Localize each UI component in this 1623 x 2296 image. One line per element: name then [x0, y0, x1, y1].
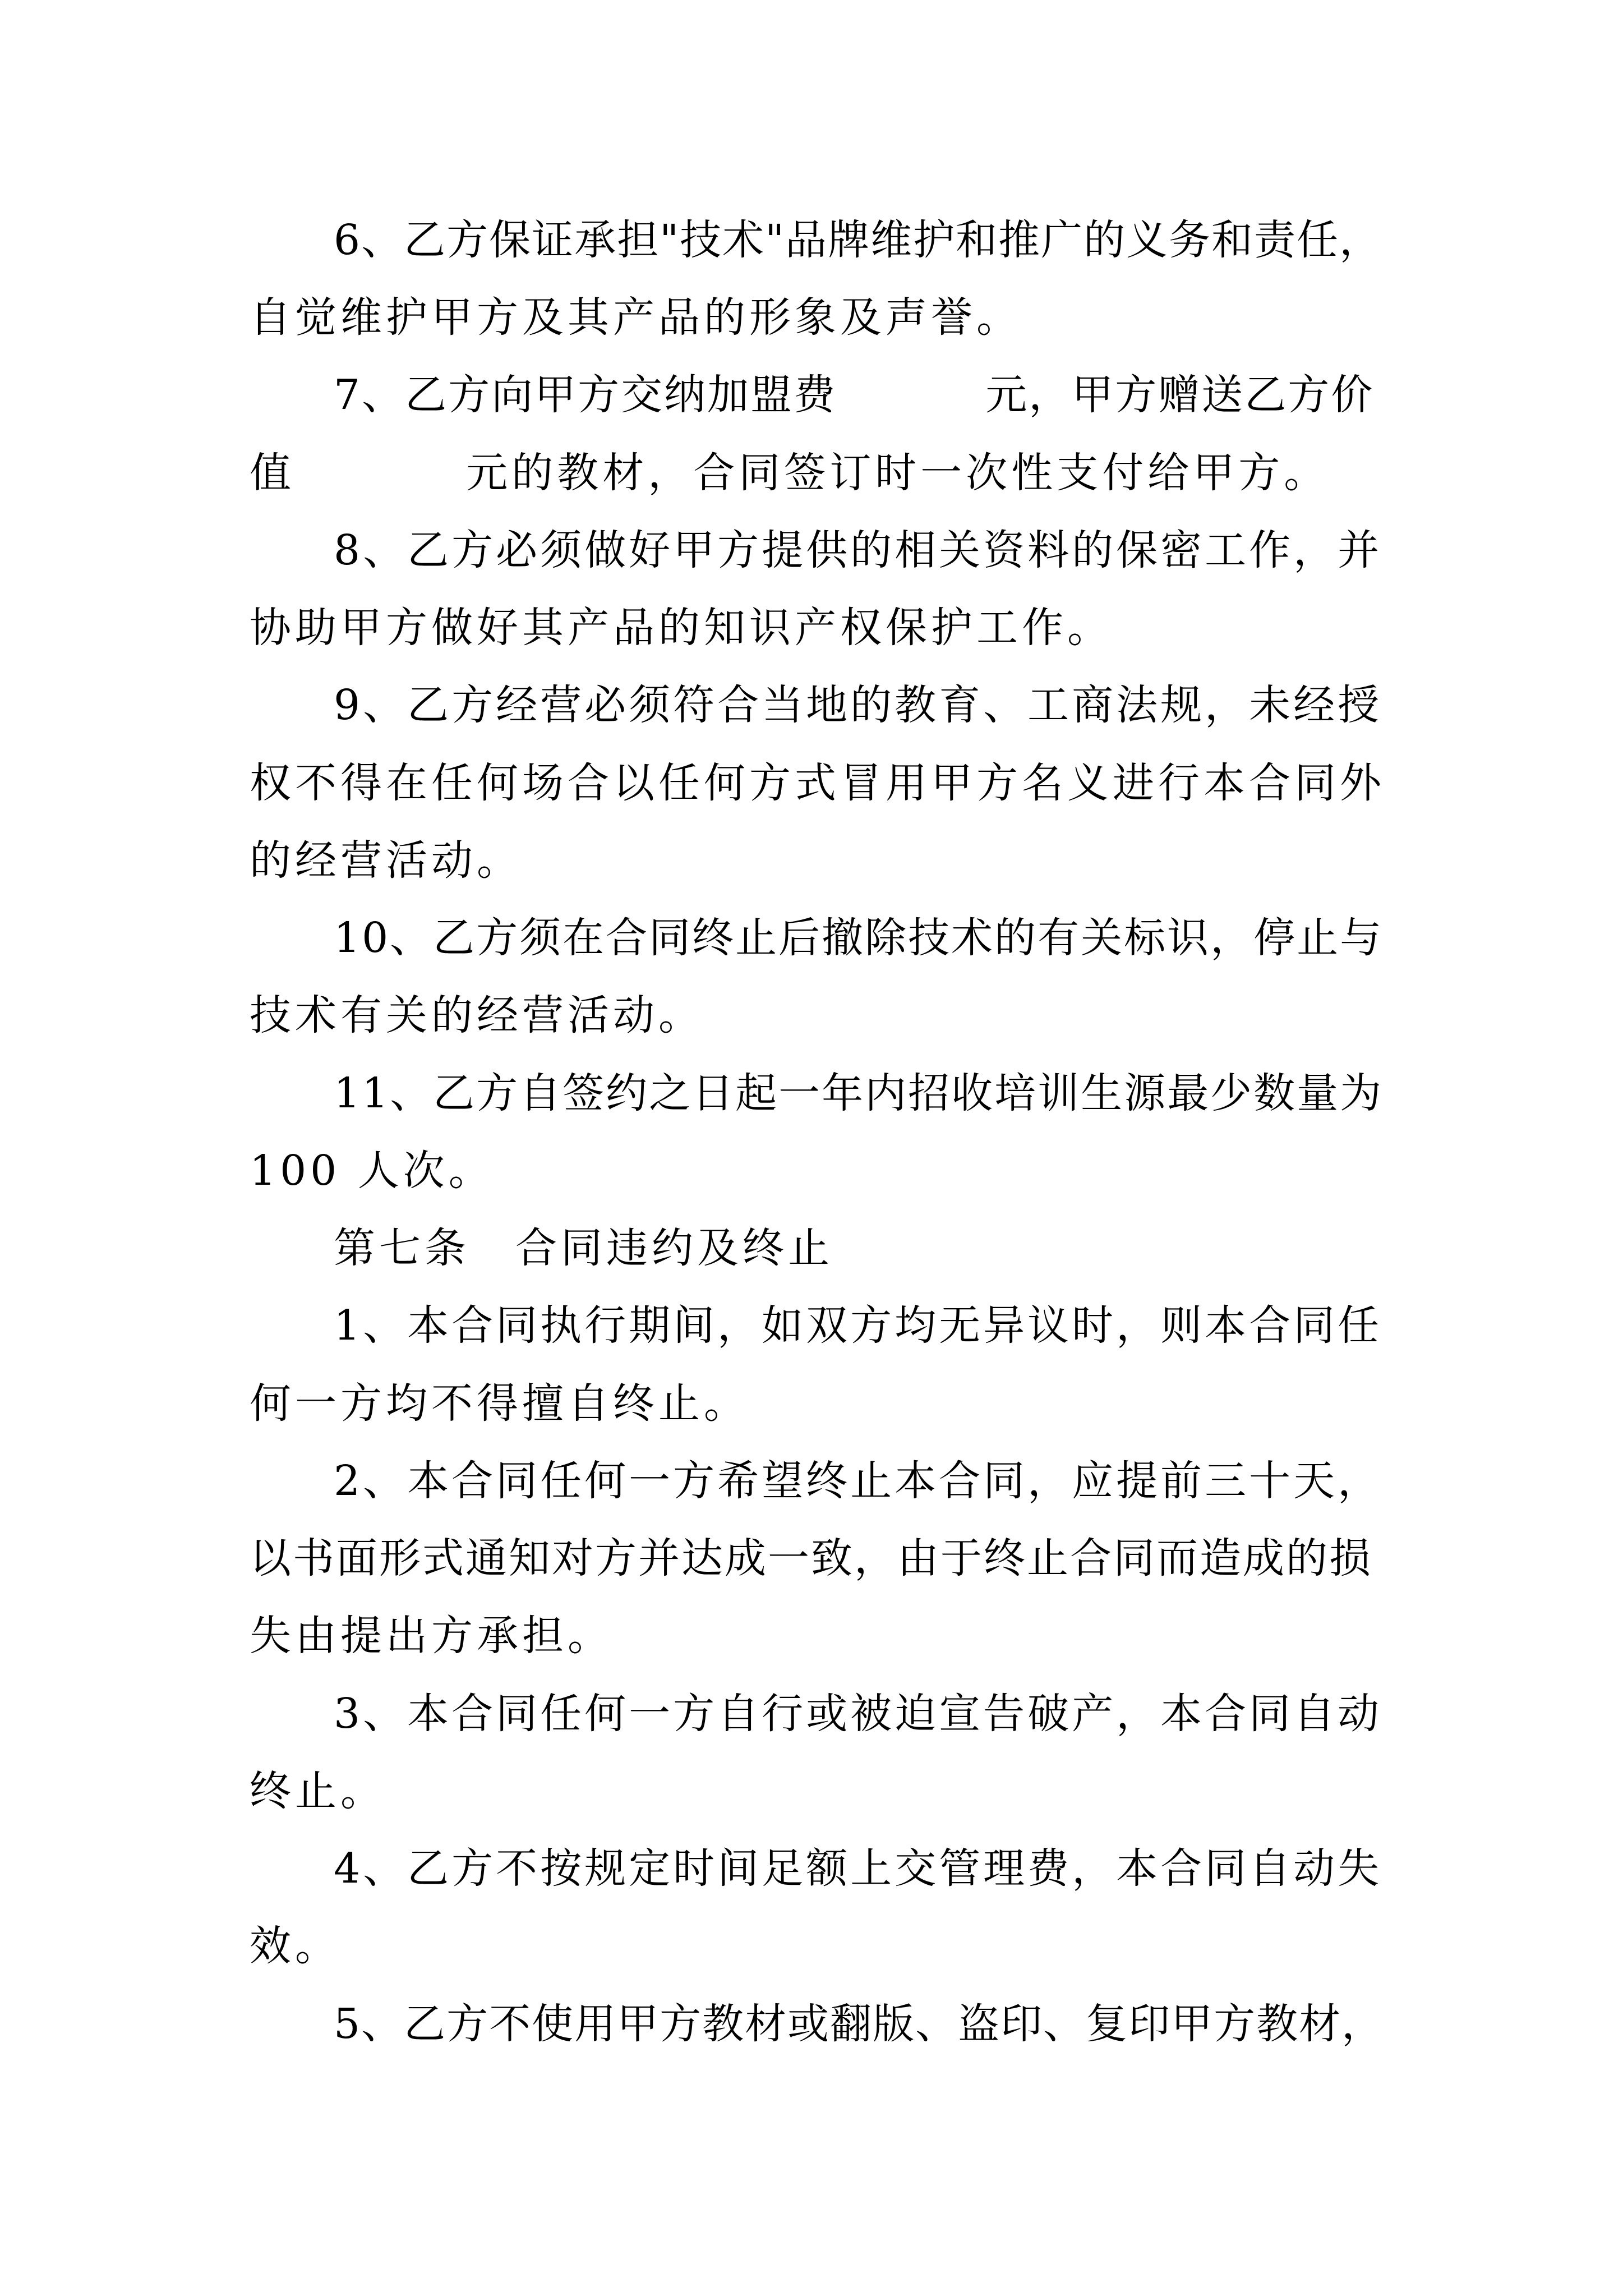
text-line: 失由提出方承担。 [250, 1612, 613, 1660]
text-line: 权不得在任何场合以任何方式冒用甲方名义进行本合同外 [250, 759, 1385, 807]
text-line: 值 元的教材，合同签订时一次性支付给甲方。 [250, 449, 1330, 497]
text-line: 6、乙方保证承担"技术"品牌维护和推广的义务和责任， [334, 216, 1382, 264]
text-line: 11、乙方自签约之日起一年内招收培训生源最少数量为 [334, 1069, 1384, 1117]
text-line: 技术有关的经营活动。 [250, 991, 704, 1039]
text-line: 8、乙方必须做好甲方提供的相关资料的保密工作，并 [334, 526, 1382, 574]
text-line: 2、本合同任何一方希望终止本合同，应提前三十天， [334, 1457, 1382, 1505]
text-line: 3、本合同任何一方自行或被迫宣告破产，本合同自动 [334, 1690, 1382, 1738]
text-line: 100 人次。 [250, 1147, 494, 1195]
text-line: 7、乙方向甲方交纳加盟费 元，甲方赠送乙方价 [334, 371, 1375, 419]
text-line: 终止。 [250, 1767, 386, 1815]
text-line: 5、乙方不使用甲方教材或翻版、盗印、复印甲方教材， [334, 2000, 1385, 2048]
text-line: 效。 [250, 1922, 340, 1970]
section-heading: 第七条 合同违约及终止 [334, 1224, 833, 1272]
text-line: 1、本合同执行期间，如双方均无异议时，则本合同任 [334, 1301, 1382, 1350]
text-line: 自觉维护甲方及其产品的形象及声誉。 [250, 293, 1022, 342]
text-line: 何一方均不得擅自终止。 [250, 1379, 749, 1428]
text-line: 以书面形式通知对方并达成一致，由于终止合同而造成的损 [250, 1534, 1372, 1582]
text-line: 10、乙方须在合同终止后撤除技术的有关标识，停止与 [334, 914, 1384, 962]
text-line: 协助甲方做好其产品的知识产权保护工作。 [250, 604, 1113, 652]
text-line: 9、乙方经营必须符合当地的教育、工商法规，未经授 [334, 681, 1382, 729]
text-line: 4、乙方不按规定时间足额上交管理费，本合同自动失 [334, 1844, 1382, 1893]
text-line: 的经营活动。 [250, 836, 522, 885]
